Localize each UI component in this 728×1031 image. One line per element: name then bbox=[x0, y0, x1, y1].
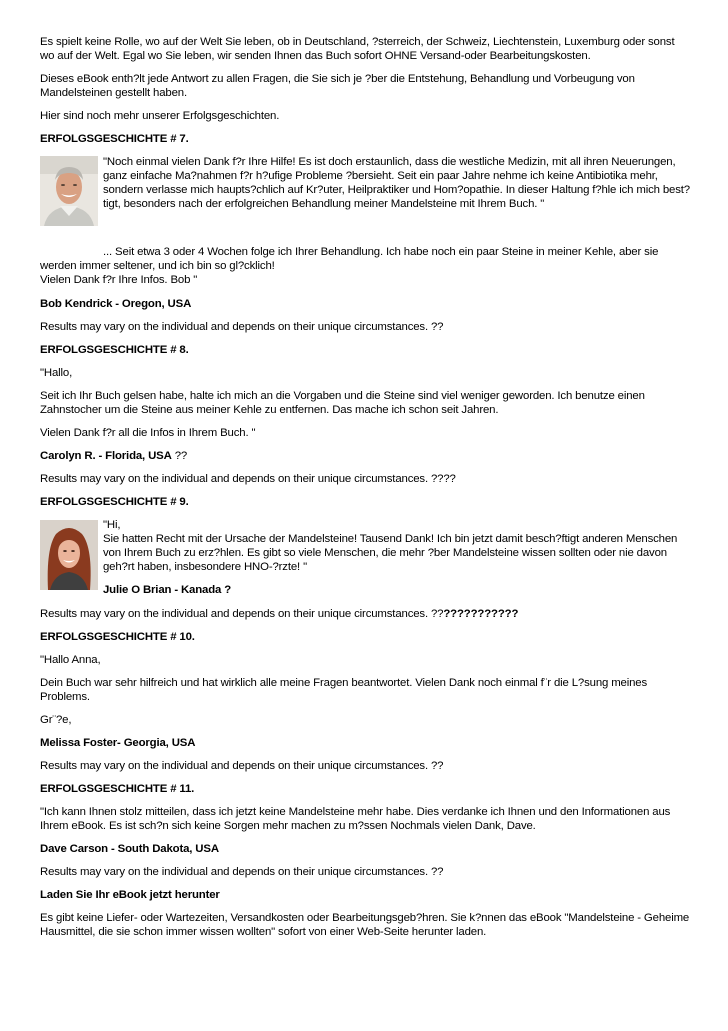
story-8-disclaimer: Results may vary on the individual and depends on their unique circumstances. ???? bbox=[40, 473, 456, 485]
story-9-greeting: "Hi, bbox=[103, 519, 121, 531]
story-11-body: "Ich kann Ihnen stolz mitteilen, dass ich jetzt keine Mandelsteine mehr habe. Dies verdanke ich Ihnen und den Informationen aus Ihrem eBook. Es ist sch?n sich keine Sorgen mehr machen zu m?ssen Nochmals vielen Dank, Dave. bbox=[40, 806, 671, 832]
intro-paragraph: Es spielt keine Rolle, wo auf der Welt Sie leben, ob in Deutschland, ?sterreich, der Schweiz, Liechtenstein, Luxemburg oder sonst wo auf der Welt. Egal wo Sie leben, wir senden Ihnen das Buch sofort OHNE Versand-oder Bearbeitungskosten. bbox=[40, 36, 675, 62]
story-10-author: Melissa Foster- Georgia, USA bbox=[40, 737, 196, 749]
story-8-greeting: "Hallo, bbox=[40, 367, 73, 379]
download-heading: Laden Sie Ihr eBook jetzt herunter bbox=[40, 889, 220, 901]
story-10-heading: ERFOLGSGESCHICHTE # 10. bbox=[40, 631, 195, 643]
download-body: Es gibt keine Liefer- oder Wartezeiten, Versandkosten oder Bearbeitungsgeb?hren. Sie k?nnen das eBook "Mandelsteine - Geheime Hausmittel, die sie schon immer wissen wollten" sofort von einer Web-Seite herunter laden. bbox=[40, 912, 690, 938]
story-10-disclaimer: Results may vary on the individual and depends on their unique circumstances. ?? bbox=[40, 760, 444, 772]
story-8-body: Seit ich Ihr Buch gelsen habe, halte ich mich an die Vorgaben und die Steine sind viel weniger geworden. Ich benutze einen Zahnstocher um die Steine aus meiner Kehle zu entfernen. Das mache ich schon seit Jahren. bbox=[40, 390, 645, 416]
story-8-heading: ERFOLGSGESCHICHTE # 8. bbox=[40, 344, 189, 356]
story-7-signoff: Vielen Dank f?r Ihre Infos. Bob " bbox=[40, 274, 198, 286]
story-7-heading: ERFOLGSGESCHICHTE # 7. bbox=[40, 133, 189, 145]
story-9-author: Julie O Brian - Kanada ? bbox=[103, 584, 232, 596]
story-7-quote: "Noch einmal vielen Dank f?r Ihre Hilfe! Es ist doch erstaunlich, dass die westliche Medizin, mit all ihren Neuerungen, ganz einfache Ma?nahmen f?r h?ufige Probleme ?bersieht. Seit ein paar Jahre nehme ich keine Antibiotika mehr, sondern verlasse mich haupts?chlich auf Kr?uter, Heilpraktiker und Hom?opathie. In dieser Haltung f?hle ich mich best?tigt, besonders nach der erfolgreichen Behandlung meiner Mandelsteine mit Ihrem Buch. " bbox=[103, 156, 690, 210]
story-9 bbox=[40, 518, 690, 597]
story-8-author: Carolyn R. - Florida, USA ?? bbox=[40, 450, 188, 462]
story-11-disclaimer: Results may vary on the individual and depends on their unique circumstances. ?? bbox=[40, 866, 444, 878]
story-10-greeting: "Hallo Anna, bbox=[40, 654, 101, 666]
story-9-disclaimer: Results may vary on the individual and depends on their unique circumstances. ????????????? bbox=[40, 608, 519, 620]
story-7 bbox=[40, 155, 690, 287]
story-8-thanks: Vielen Dank f?r all die Infos in Ihrem Buch. " bbox=[40, 427, 256, 439]
bob-portrait-photo bbox=[40, 156, 98, 226]
julie-portrait-photo bbox=[40, 520, 98, 590]
story-7-disclaimer: Results may vary on the individual and depends on their unique circumstances. ?? bbox=[40, 321, 444, 333]
story-7-author: Bob Kendrick - Oregon, USA bbox=[40, 298, 192, 310]
intro-paragraph: Hier sind noch mehr unserer Erfolgsgeschichten. bbox=[40, 110, 280, 122]
story-9-heading: ERFOLGSGESCHICHTE # 9. bbox=[40, 496, 189, 508]
story-11-heading: ERFOLGSGESCHICHTE # 11. bbox=[40, 783, 195, 795]
story-10-closing: Gr¨?e, bbox=[40, 714, 72, 726]
story-11-author: Dave Carson - South Dakota, USA bbox=[40, 843, 219, 855]
story-9-body: Sie hatten Recht mit der Ursache der Mandelsteine! Tausend Dank! Ich bin jetzt damit besch?ftigt anderen Menschen von Ihrem Buch zu erz?hlen. Es gibt so viele Menschen, die mehr ?ber Mandelsteine wissen sollten oder nie davon geh?rt haben, insbesondere HNO-?rzte! " bbox=[103, 533, 678, 573]
intro-paragraph: Dieses eBook enth?lt jede Antwort zu allen Fragen, die Sie sich je ?ber die Entstehung, Behandlung und Vorbeugung von Mandelsteinen gestellt haben. bbox=[40, 73, 635, 99]
story-7-quote-continued: ... Seit etwa 3 oder 4 Wochen folge ich Ihrer Behandlung. Ich habe noch ein paar Steine in meiner Kehle, aber sie werden immer seltener, und ich bin so gl?cklich! bbox=[40, 246, 659, 272]
story-10-body: Dein Buch war sehr hilfreich und hat wirklich alle meine Fragen beantwortet. Vielen Dank noch einmal f¨r die L?sung meines Problems. bbox=[40, 677, 648, 703]
